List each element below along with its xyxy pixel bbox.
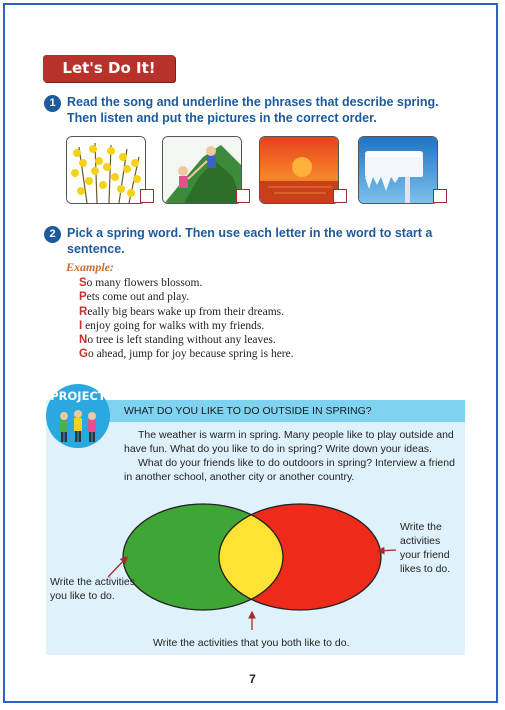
task-1-line-2: Then listen and put the pictures in the correct order. (67, 111, 377, 125)
project-paragraph-1-line-2: have fun. What do you like to do in spring? Write down your ideas. (124, 443, 432, 456)
venn-right-label-line-1: Write the (400, 521, 442, 533)
page-number: 7 (249, 672, 256, 686)
example-line: So many flowers blossom. (79, 277, 203, 289)
task-1-number: 1 (44, 95, 61, 112)
project-paragraph-2-line-1: What do your friends like to do outdoors in spring? Interview a friend (138, 457, 455, 469)
venn-bottom-label: Write the activities that you both like to do. (153, 637, 350, 649)
example-line: No tree is left standing without any leaves. (79, 334, 276, 347)
project-title: WHAT DO YOU LIKE TO DO OUTSIDE IN SPRING? (124, 405, 372, 417)
venn-right-label-line-2: activities (400, 535, 441, 547)
venn-left-label-line-2: you like to do. (50, 590, 115, 602)
venn-right-label-line-4: likes to do. (400, 563, 451, 575)
lets-do-it-badge: Let's Do It! (43, 55, 175, 82)
venn-left-label-line-1: Write the activities (50, 576, 135, 588)
task-2-line-1: Pick a spring word. Then use each letter in the word to start a (67, 226, 433, 240)
project-paragraph-1-line-1: The weather is warm in spring. Many people like to play outside and (138, 429, 454, 441)
example-line: Really big bears wake up from their dreams. (79, 305, 285, 318)
project-badge-label: PROJECT (50, 389, 106, 403)
venn-right-label (400, 520, 450, 576)
task-2-line-2: sentence. (67, 242, 125, 256)
project-paragraph-2-line-2: in another school, another city or another country. (124, 471, 355, 484)
example-label: Example: (66, 260, 114, 274)
task-2-number: 2 (44, 226, 61, 243)
venn-left-label (50, 575, 135, 603)
task-1-line-1: Read the song and underline the phrases that describe spring. (67, 95, 439, 109)
example-line: I enjoy going for walks with my friends. (79, 319, 265, 332)
example-line: Go ahead, jump for joy because spring is here. (79, 348, 294, 361)
example-line: Pets come out and play. (79, 291, 190, 304)
venn-right-label-line-3: your friend (400, 549, 450, 561)
